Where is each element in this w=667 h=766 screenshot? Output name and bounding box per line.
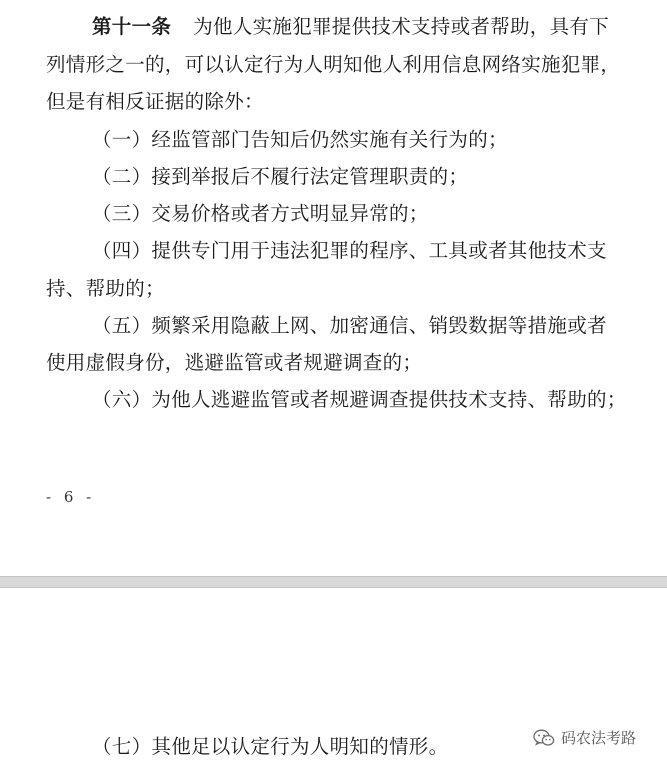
list-item-3: （三）交易价格或者方式明显异常的； (92, 202, 429, 225)
article-intro-line-2: 列情形之一的，可以认定行为人明知他人利用信息网络实施犯罪， (46, 53, 621, 76)
article-number: 第十一条 (92, 15, 172, 38)
list-item-7: （七）其他足以认定行为人明知的情形。 (92, 735, 449, 758)
list-item-4-line-2: 持、帮助的； (46, 277, 165, 300)
list-item-4-line-1: （四）提供专门用于违法犯罪的程序、工具或者其他技术支 (92, 239, 607, 262)
list-item-6: （六）为他人逃避监管或者规避调查提供技术支持、帮助的； (92, 388, 627, 411)
page-separator (0, 576, 667, 588)
watermark-text: 码农法考路 (561, 729, 637, 747)
list-item-1: （一）经监管部门告知后仍然实施有关行为的； (92, 128, 508, 151)
page-number: - 6 - (46, 488, 96, 506)
article-intro-text: 为他人实施犯罪提供技术支持或者帮助，具有下 (193, 15, 610, 38)
article-intro-line-1 (92, 17, 609, 37)
wechat-icon (533, 729, 555, 747)
list-item-5-line-1: （五）频繁采用隐蔽上网、加密通信、销毁数据等措施或者 (92, 314, 607, 337)
list-item-5-line-2: 使用虚假身份，逃避监管或者规避调查的； (46, 351, 423, 374)
article-intro-line-3: 但是有相反证据的除外： (46, 90, 264, 113)
source-watermark (533, 727, 636, 748)
list-item-2: （二）接到举报后不履行法定管理职责的； (92, 165, 469, 188)
